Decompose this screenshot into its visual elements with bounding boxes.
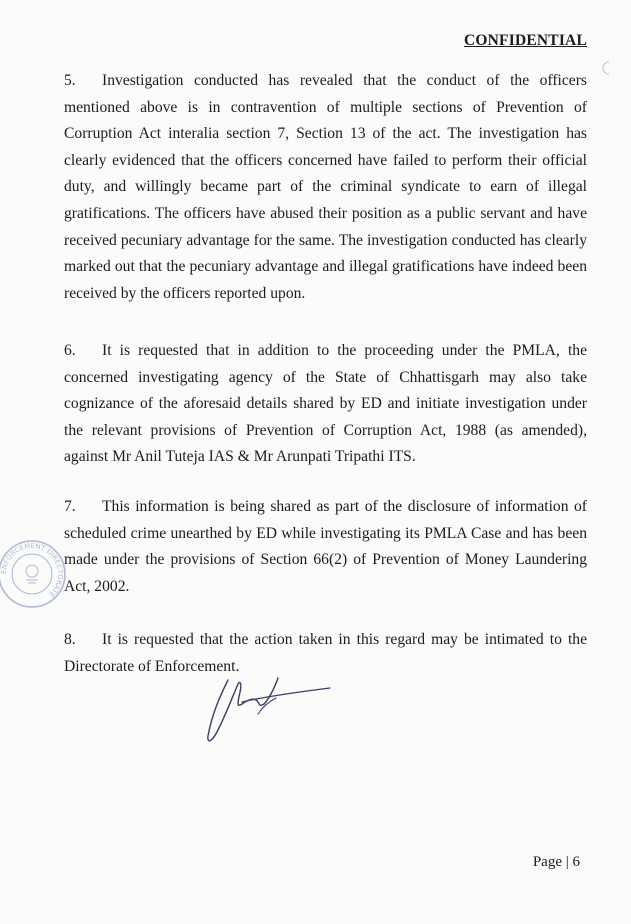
paragraph-8: [64, 627, 587, 680]
paragraph-text: It is requested that in addition to the proceeding under the PMLA, the concerned investigating agency of the State of Chhattisgarh may also take cognizance of the aforesaid details shared by ED and initiate investigation under the relevant provisions of Prevention of Corruption Act, 1988 (as amended), against Mr Anil Tuteja IAS & Mr Arunpati Tripathi ITS.: [64, 342, 587, 466]
page-corner-mark: [597, 60, 611, 76]
paragraph-text: Investigation conducted has revealed that the conduct of the officers mentioned above is in contravention of multiple sections of Prevention of Corruption Act interalia section 7, Section 13 of the act. The investigation has clearly evidenced that the officers concerned have failed to perform their official duty, and willingly became part of the criminal syndicate to earn of illegal gratifications. The officers have abused their position as a public servant and have received pecuniary advantage for the same. The investigation conducted has clearly marked out that the pecuniary advantage and illegal gratifications have indeed been received by the officers reported upon.: [64, 72, 587, 302]
paragraph-number: 8.: [64, 631, 76, 648]
svg-text:ENFORCEMENT DIRECTORATE: ENFORCEMENT DIRECTORATE: [0, 541, 65, 599]
paragraph-number: 5.: [64, 72, 76, 89]
paragraph-text: It is requested that the action taken in this regard may be intimated to the Directorate of Enforcement.: [64, 631, 587, 675]
paragraph-5: [64, 68, 587, 307]
paragraph-text: This information is being shared as part of the disclosure of information of scheduled crime unearthed by ED while investigating its PMLA Case and has been made under the provisions of Section 66(2) of Prevention of Money Laundering Act, 2002.: [64, 498, 587, 595]
official-seal-stamp: [0, 538, 68, 610]
handwritten-signature: [198, 674, 338, 749]
paragraph-number: 7.: [64, 498, 76, 515]
classification-header: CONFIDENTIAL: [464, 32, 587, 49]
paragraph-number: 6.: [64, 342, 76, 359]
page-number: Page | 6: [532, 854, 580, 870]
paragraph-7: [64, 494, 587, 600]
paragraph-6: [64, 338, 587, 471]
